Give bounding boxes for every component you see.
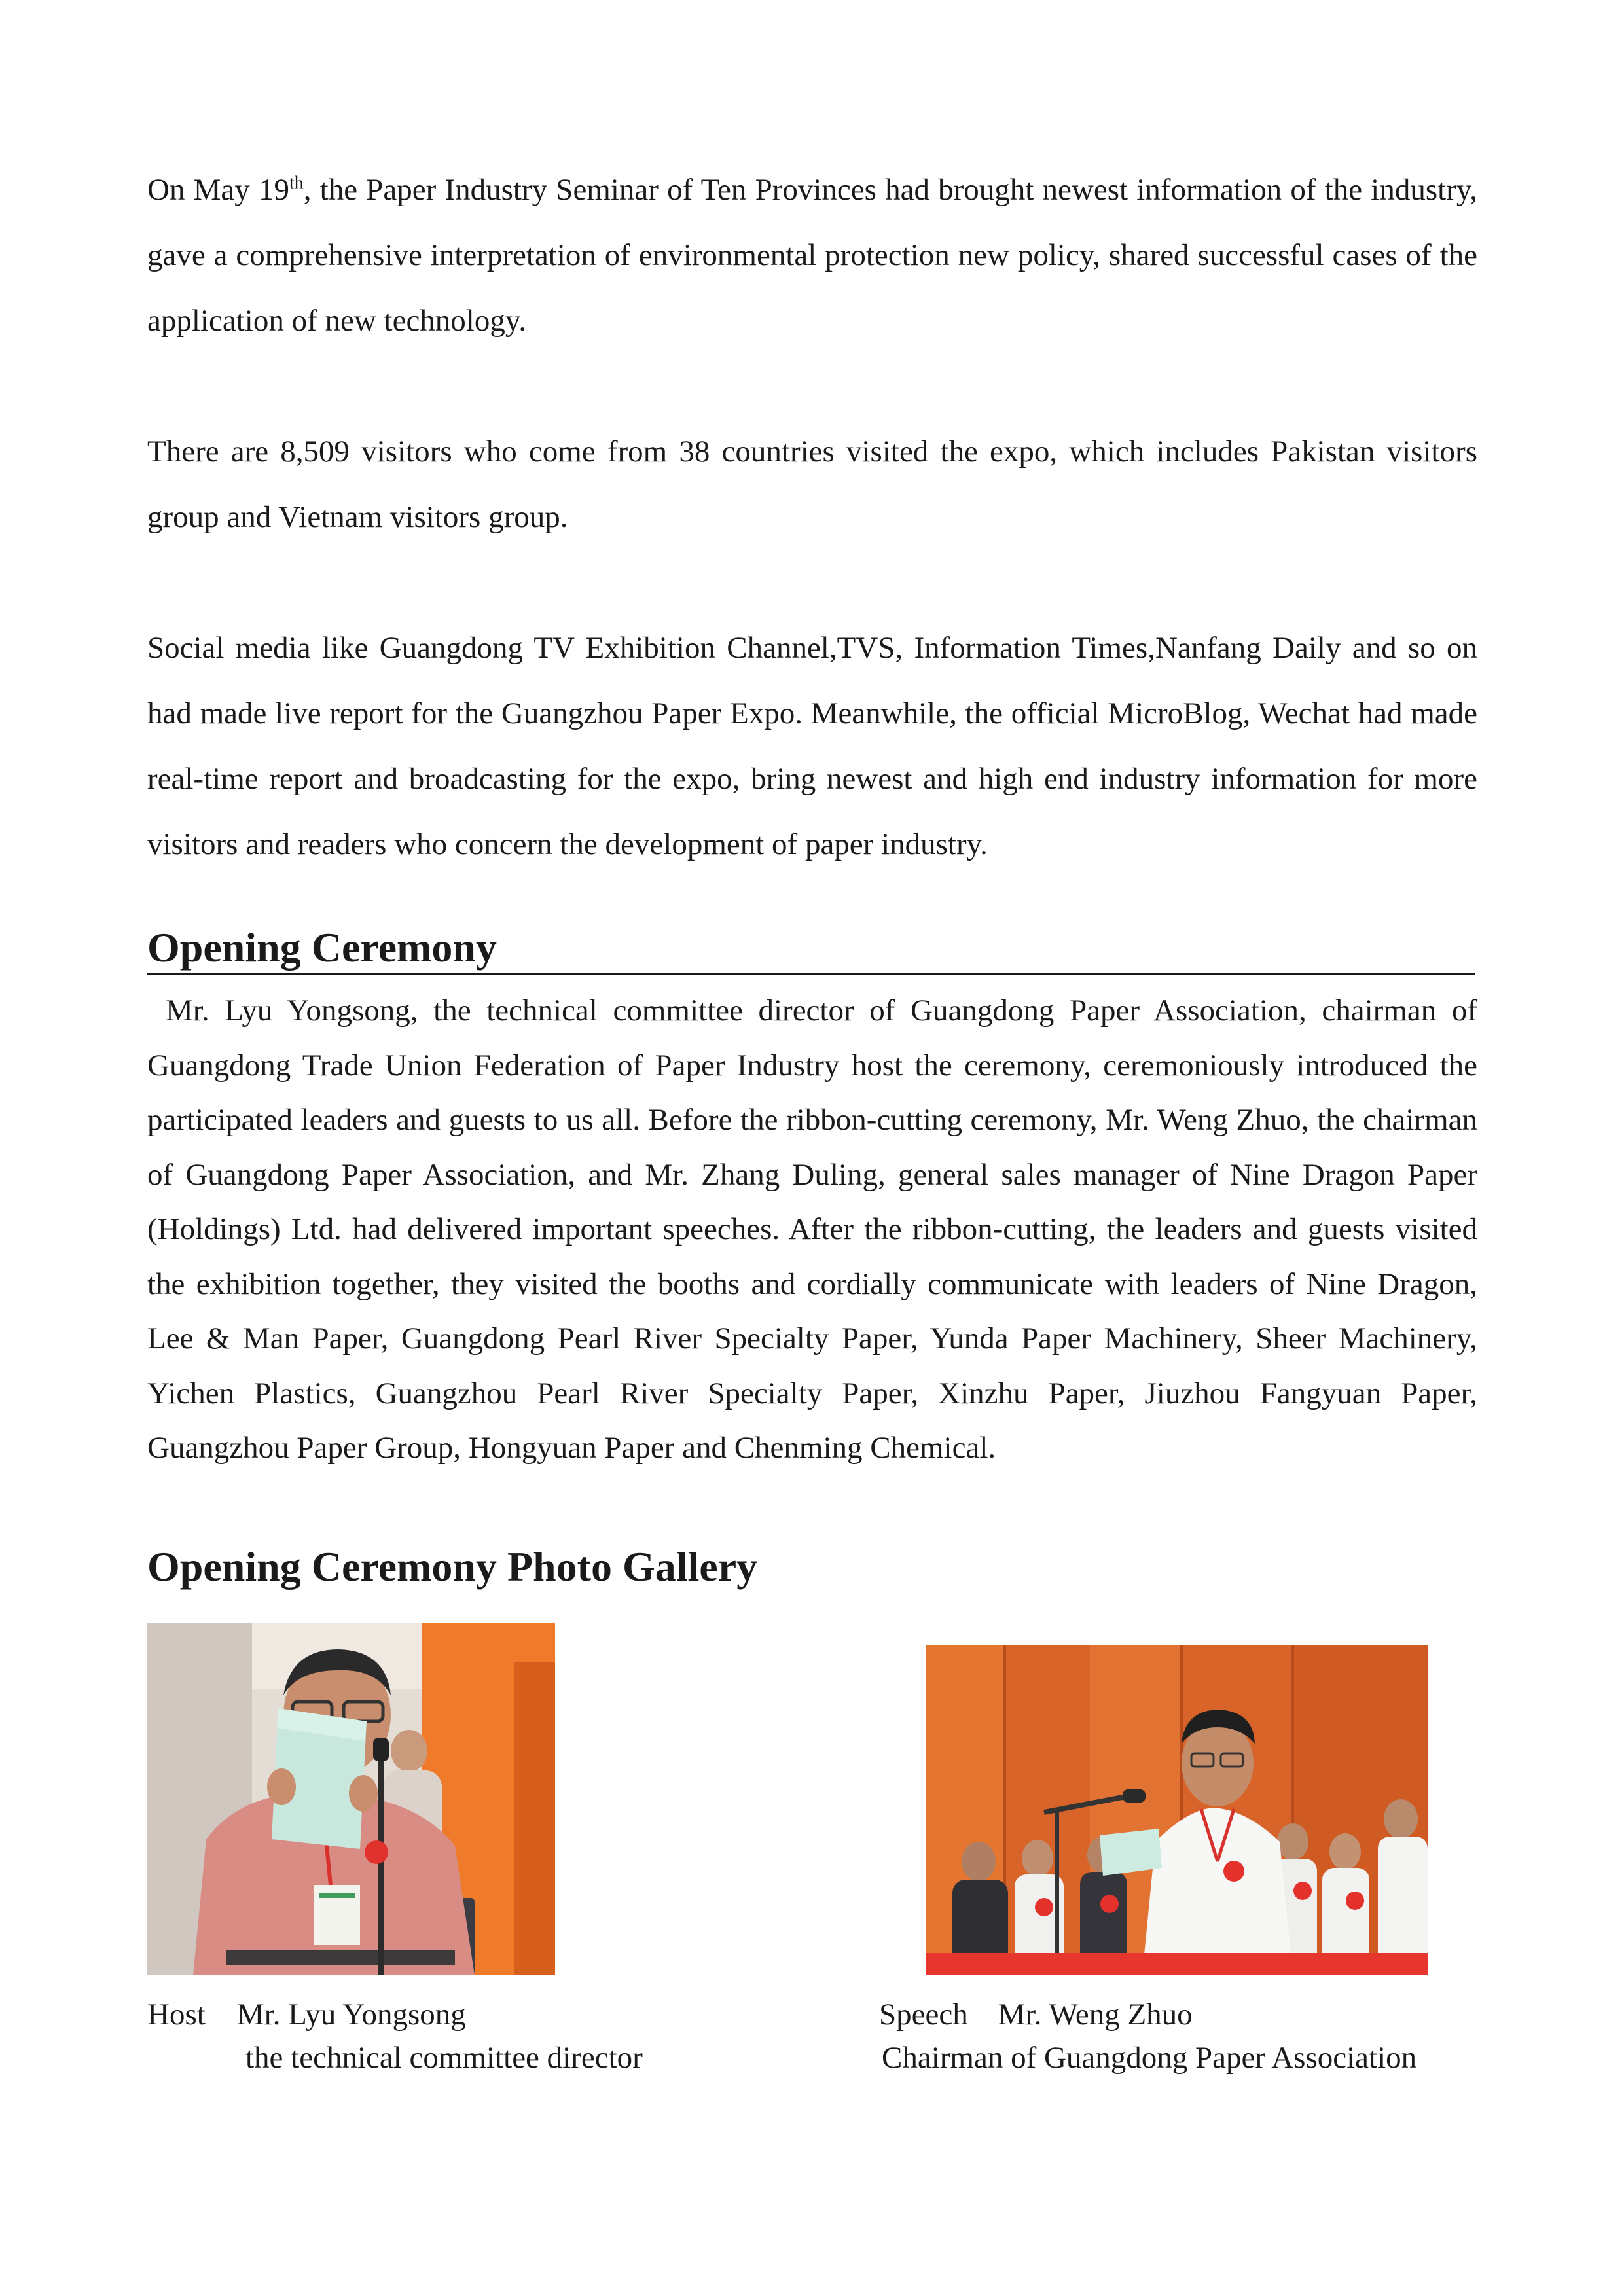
section-title-photo-gallery: Opening Ceremony Photo Gallery — [147, 1543, 758, 1590]
photo-speech-speaker — [926, 1645, 1428, 1975]
paragraph-seminar — [147, 157, 1477, 353]
caption-host-name: Mr. Lyu Yongsong — [236, 1998, 466, 2032]
caption-speech-name: Mr. Weng Zhuo — [998, 1998, 1193, 2032]
paragraph-visitors: There are 8,509 visitors who come from 38 countries visited the expo, which includes Pakistan visitors group and Vietnam visitors group. — [147, 435, 1477, 534]
paragraph-seminar-start: On May 19 — [147, 173, 289, 207]
caption-speech-line1 — [879, 1993, 1193, 2036]
paragraph-seminar-rest: , the Paper Industry Seminar of Ten Provinces had brought newest information of the industry, gave a comprehensive interpretation of environmental protection new policy, shared successful cases of the application of new technology. — [147, 173, 1478, 338]
section-title-underline — [147, 973, 1475, 975]
caption-host-subtitle: the technical committee director — [245, 2041, 643, 2075]
photo-host-speaker — [147, 1623, 555, 1975]
photo-host-illustration — [147, 1623, 555, 1975]
caption-speech-subtitle: Chairman of Guangdong Paper Association — [882, 2041, 1417, 2075]
ordinal-suffix: th — [289, 173, 304, 194]
caption-host-line1 — [147, 1993, 466, 2036]
caption-host-role: Host — [147, 1998, 206, 2032]
photo-speech-illustration — [926, 1645, 1428, 1975]
paragraph-opening-ceremony: Mr. Lyu Yongsong, the technical committee director of Guangdong Paper Association, chairman of Guangdong Trade Union Federation of Paper Industry host the ceremony, ceremoniously introduced the participated leaders and guests to us all. Before the ribbon-cutting ceremony, Mr. Weng Zhuo, the chairman of Guangdong Paper Association, and Mr. Zhang Duling, general sales manager of Nine Dragon Paper (Holdings) Ltd. had delivered important speeches. After the ribbon-cutting, the leaders and guests visited the exhibition together, they visited the booths and cordially communicate with leaders of Nine Dragon, Lee & Man Paper, Guangdong Pearl River Specialty Paper, Yunda Paper Machinery, Sheer Machinery, Yichen Plastics, Guangzhou Pearl River Specialty Paper, Xinzhu Paper, Jiuzhou Fangyuan Paper, Guangzhou Paper Group, Hongyuan Paper and Chenming Chemical. — [147, 994, 1477, 1465]
paragraph-social-media: Social media like Guangdong TV Exhibition Channel,TVS, Information Times,Nanfang Daily and so on had made live report for the Guangzhou Paper Expo. Meanwhile, the official MicroBlog, Wechat had made real-time report and broadcasting for the expo, bring newest and high end industry information for more visitors and readers who concern the development of paper industry. — [147, 631, 1477, 861]
section-title-opening-ceremony: Opening Ceremony — [147, 924, 497, 971]
caption-speech-role: Speech — [879, 1998, 968, 2032]
